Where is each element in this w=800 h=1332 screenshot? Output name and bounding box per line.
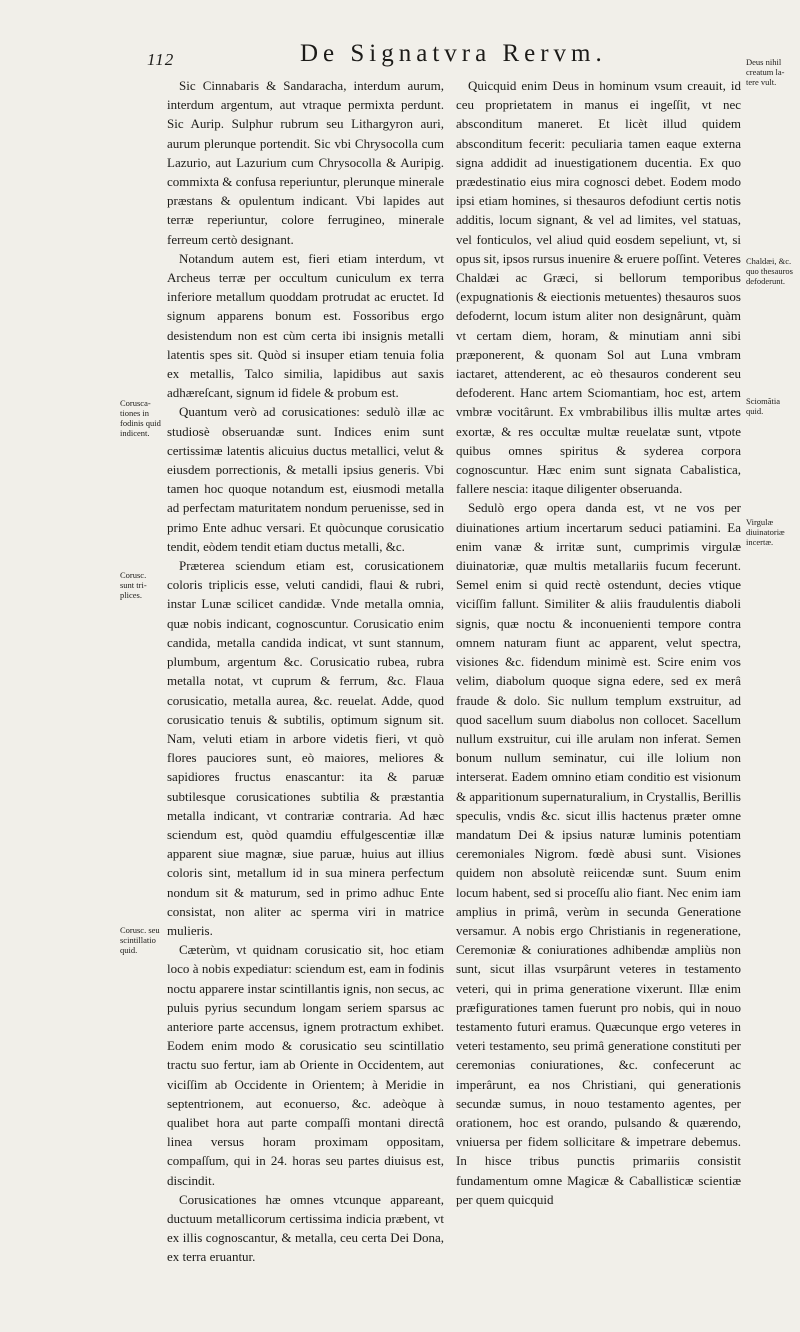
paragraph: Cæterùm, vt quidnam corusicatio sit, hoc etiam loco à nobis expediatur: sciendum est, eam in fodinis noctu apparere instar scintillantis ignis, non secus, ac puluis pyrius secundum longam seriem sparsus ac anteriore parte accensus, ignem protractum exhibet. Eodem enim modo & corusicatio seu scintillatio tractu suo fertur, iam ab Oriente in Occidentem, aut viciſſim ab Occidente in Orientem; à Meridie in septentrionem, aut econuerso, &c. adeòque à qualibet hora aut parte compaſſi montani directâ linea versus horam proximam oppositam, compaſſum, qui in 24. horas seu partes diuisus est, discindit. — [167, 942, 444, 1188]
margin-note: Corusc. seu scintillatio quid. — [120, 925, 160, 955]
paragraph: Sic Cinnabaris & Sandaracha, interdum aurum, interdum argentum, aut vtraque permixta perdunt. Sic Aurip. Sulphur rubrum seu Lithargyron auri, aurum plerunque portendit. Sic vbi Chrysocolla cum Lazurio, aut Lazurium cum Chrysocolla & Auripig. commixta & confusa reperiuntur, plerunque minerale præstans & opulentum indicant. Vbi lapides aut terræ reperiuntur, colore ferrugineo, minerale ferreum certò designant. — [167, 78, 444, 247]
margin-note: Virgulæ diuinatoriæ incertæ. — [746, 517, 785, 547]
running-title: De Signatvra Rervm. — [300, 40, 607, 67]
paragraph: Quantum verò ad corusicationes: sedulò illæ ac studiosè obseruandæ sunt. Indices enim sunt certissimæ latentis alicuius ductus metallici, velut & eiusdem porrectionis, & metalli ipsius generis. Vbi tamen hoc quoque notandum est, eiusmodi metalla ad perfectam maturitatem nondum peruenisse, sed in primo Ente adhuc versari. Et quòcunque corusicatio tendit, eòdem tendit etiam ductus metalli, &c. — [167, 404, 444, 554]
paragraph: Sedulò ergo opera danda est, vt ne vos per diuinationes artium incertarum seduci patiamini. Ea enim vanæ & irritæ sunt, cumprimis virgulæ diuinatoriæ, quæ multis metallariis fucum fecerunt. Semel enim si quid rectè ostendunt, decies vtique viciſſim fallunt. Similiter & aliis fraudulentis diaboli signis, quæ noctu & inconuenienti tempore contra omnem naturam fiunt ac apparent, velut spectra, visiones &c. fidendum minimè est. Scire enim vos velim, diabolum quoque signa edere, sed ex merâ fraude & dolo. Sic nullum templum exstruitur, ad quod sacellum suum diabolus non collocet. Sacellum nullum exstruitur, cui ille arulam non inferat. Semen bonum nullum seminatur, cui ille lolium non interserat. Eadem omnino etiam conditio est visionum & apparitionum supernaturalium, in Crystallis, Berillis speculis, vndis &c. sicut illis hactenus præter omne mandatum Dei & ipsius naturæ luminis potentiam ceremoniales Nigrom. fœdè abusi sunt. Visiones quidem non absolutè reiicendæ sunt. Suum enim locum habent, sed si proceſſu alio fiant. Nec enim iam amplius in primâ, verùm in secunda Generatione versamur. A nobis ergo Christianis in regeneratione, Ceremoniæ & coniurationes adhibendæ ampliùs non sunt, sicut illas vsurpârunt veteres in testamento veteri, qui in prima generatione vixerunt. Illæ enim præfigurationes tamen fuerunt pro nobis, qui in nouo testamento futuri eramus. Quæcunque ergo veteres in veteri testamento, seu primâ generatione constituti per ceremonias coniurationes, &c. confecerunt ac imperârunt, ea nos Christiani, qui generationis secundæ sumus, in nouo testamento agentes, per orationem, hoc est orando, pulsando & quærendo, vniuersa per fidem sollicitare & impetrare debemus. In hisce tribus punctis primariis consistit fundamentum omne Magicæ & Caballisticæ scientiæ per quem quicquid — [456, 500, 741, 1207]
page-number: 112 — [147, 50, 175, 69]
margin-note: Sciomãtia quid. — [746, 396, 780, 416]
margin-note: Corusc. sunt triplices. — [120, 570, 147, 600]
margin-note: Deus nihil creatum latere vult. — [746, 57, 785, 87]
margin-note: Coruscationes in fodinis quid indicent. — [120, 398, 161, 438]
right-column — [456, 76, 741, 1209]
paragraph: Quicquid enim Deus in hominum vsum creauit, id ceu proprietatem in manus ei ingeſſit, vt nec absconditum maneret. Et licèt illud quidem absconditum fecerit: peculiaria tamen eaque externa signa addidit ad inuestigationem ducentia. Ex quo prædestinatio eius mira cognosci debet. Eodem modo ipsi etiam homines, si thesauros defodiunt certis notis additis, locum signant, & vel ad limites, vel statuas, vel fonticulos, vel aliud quid eosdem sepeliunt, vt, si opus sit, ipsos rursus inuenire & eruere poſſint. Veteres Chaldæi ac Græci, si bellorum temporibus (expugnationis & eiectionis metuentes) thesauros suos defodernt, locum istum aliter non designârunt, quàm vt certam diem, horam, & minutiam anni sibi præponerent, & quonam Sol aut Luna vmbram iactaret, attenderent, ac eò thesauros conderent seu defoderent. Hanc artem Sciomantiam, hoc est, artem vmbræ vocitârunt. Ex vmbrabilibus illis multæ artes exortæ, & res occultæ multæ reuelatæ sunt, vtpote quibus omnes spiritus & syderea corpora cognoscuntur. Hæc enim sunt signata Cabalistica, fallere nescia: itaque diligenter obseruanda. — [456, 78, 741, 497]
left-column — [167, 76, 444, 1267]
paragraph: Præterea sciendum etiam est, corusicationem coloris triplicis esse, veluti candidi, flaui & rubri, instar Lunæ scilicet candidæ. Vnde metalla omnia, quæ nobis indicant, cognoscuntur. Corusicatio enim candida, metalla candida indicat, vt sunt stannum, plumbum, argentum &c. Corusicatio rubea, rubra metalla notat, vt cuprum & ferrum, &c. Flaua corusicatio, metalla aurea, &c. reuelat. Adde, quod corusicatio tenuis & subtilis, optimum signum sit. Nam, veluti etiam in arbore videtis fieri, vt quò flores pauciores sunt, eò maiores, meliores & sapidiores fructus enascantur: ita & paruæ subtilesque corusicationes subtilia & præstantia metalla indicant, vt contrariæ contraria. Ad hæc sciendum est, quòd quamdiu effulgescentiæ illæ apparent siue magnæ, siue paruæ, huius aut illius coloris sint, metallum id in sua minera perfectum nondum sit & maturum, sed in primo adhuc Ente consistat, non aliter ac sperma viri in matrice mulieris. — [167, 558, 444, 938]
paragraph: Notandum autem est, fieri etiam interdum, vt Archeus terræ per occultum cuniculum ex terra inferiore metallum quoddam protrudat ac eructet. Id signum apparens bonum est. Fossoribus ergo desistendum non est cùm certa ibi insignis metalli latentis spes sit. Quòd si insuper etiam tenuia folia ex metallis, Talco similia, lapidibus aut saxis adhæreſcant, signum id fidele & probum est. — [167, 250, 444, 401]
paragraph: Corusicationes hæ omnes vtcunque appareant, ductuum metallicorum certissima indicia præbent, vt ex illis cognoscantur, & metalla, ceu certa Dei Dona, ex terra eruantur. — [167, 1191, 444, 1265]
margin-note: Chaldæi, &c. quo thesauros defoderunt. — [746, 256, 793, 286]
